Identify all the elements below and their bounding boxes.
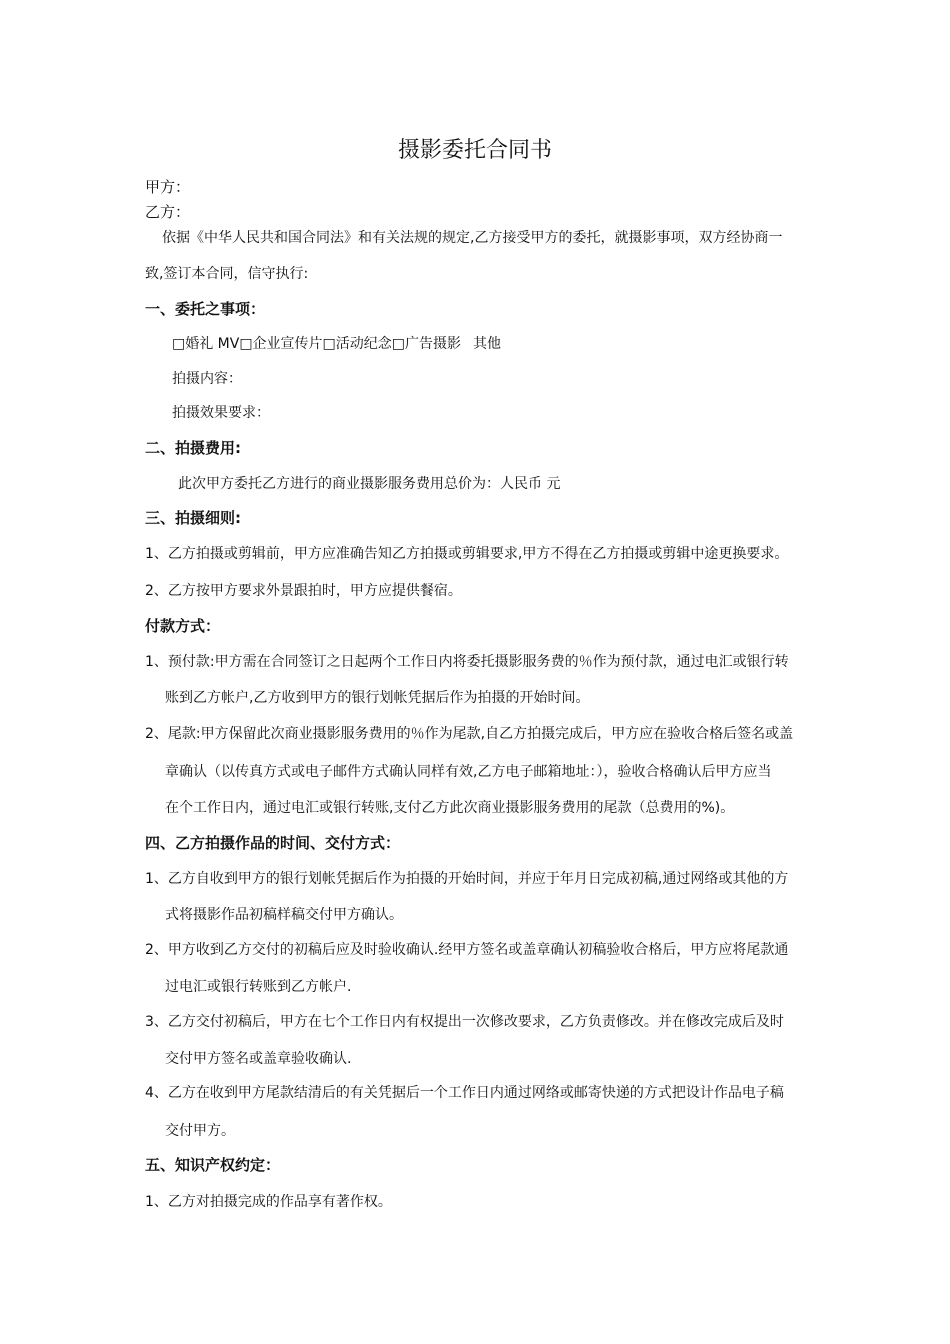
intro-line: 依据《中华人民共和国合同法》和有关法规的规定,乙方接受甲方的委托，就摄影事项，双方经协商一 <box>162 230 783 246</box>
list-item-continuation: 交付甲方签名或盖章验收确认. <box>165 1051 352 1067</box>
party-b-label: 乙方： <box>145 203 191 221</box>
entrust-options: □婚礼 MV□企业宣传片□活动纪念□广告摄影 <box>172 336 462 352</box>
list-item-continuation: 章确认（以传真方式或电子邮件方式确认同样有效,乙方电子邮箱地址：），验收合格确认后甲方应当 <box>165 764 772 780</box>
section-heading: 五、知识产权约定： <box>145 1156 281 1174</box>
list-item-continuation: 在个工作日内，通过电汇或银行转账,支付乙方此次商业摄影服务费用的尾款（总费用的%)。 <box>165 800 735 816</box>
intro-line: 致,签订本合同，信守执行: <box>145 266 309 282</box>
shooting-effect-label: 拍摄效果要求： <box>172 405 270 421</box>
document-title: 摄影委托合同书 <box>397 138 552 163</box>
list-item: 1、乙方对拍摄完成的作品享有著作权。 <box>145 1194 392 1210</box>
list-item-continuation: 式将摄影作品初稿样稿交付甲方确认。 <box>165 907 403 923</box>
list-item: 1、预付款:甲方需在合同签订之日起两个工作日内将委托摄影服务费的％作为预付款，通过电汇或银行转 <box>145 654 789 670</box>
fee-text: 此次甲方委托乙方进行的商业摄影服务费用总价为：人民币 元 <box>178 476 561 492</box>
shooting-content-label: 拍摄内容： <box>172 371 242 387</box>
section-heading: 三、拍摄细则: <box>145 509 241 527</box>
entrust-other: 其他 <box>473 336 501 352</box>
list-item: 2、尾款:甲方保留此次商业摄影服务费用的％作为尾款,自乙方拍摄完成后，甲方应在验收合格后签名或盖 <box>145 726 794 742</box>
section-heading: 付款方式： <box>145 617 221 635</box>
list-item-continuation: 交付甲方。 <box>165 1123 235 1139</box>
list-item: 1、乙方自收到甲方的银行划帐凭据后作为拍摄的开始时间，并应于年月日完成初稿,通过网络或其他的方 <box>145 871 789 887</box>
list-item-continuation: 过电汇或银行转账到乙方帐户. <box>165 979 352 995</box>
list-item-continuation: 账到乙方帐户,乙方收到甲方的银行划帐凭据后作为拍摄的开始时间。 <box>165 690 590 706</box>
list-item: 1、乙方拍摄或剪辑前，甲方应准确告知乙方拍摄或剪辑要求,甲方不得在乙方拍摄或剪辑中途更换要求。 <box>145 546 789 562</box>
list-item: 2、乙方按甲方要求外景跟拍时，甲方应提供餐宿。 <box>145 583 462 599</box>
list-item: 2、甲方收到乙方交付的初稿后应及时验收确认.经甲方签名或盖章确认初稿验收合格后，甲方应将尾款通 <box>145 942 789 958</box>
section-heading: 四、乙方拍摄作品的时间、交付方式： <box>145 834 401 852</box>
section-heading: 二、拍摄费用: <box>145 439 241 457</box>
section-heading: 一、委托之事项： <box>145 300 266 318</box>
party-a-label: 甲方： <box>145 178 191 196</box>
list-item: 4、乙方在收到甲方尾款结清后的有关凭据后一个工作日内通过网络或邮寄快递的方式把设计作品电子稿 <box>145 1085 784 1101</box>
list-item: 3、乙方交付初稿后，甲方在七个工作日内有权提出一次修改要求，乙方负责修改。并在修改完成后及时 <box>145 1014 784 1030</box>
